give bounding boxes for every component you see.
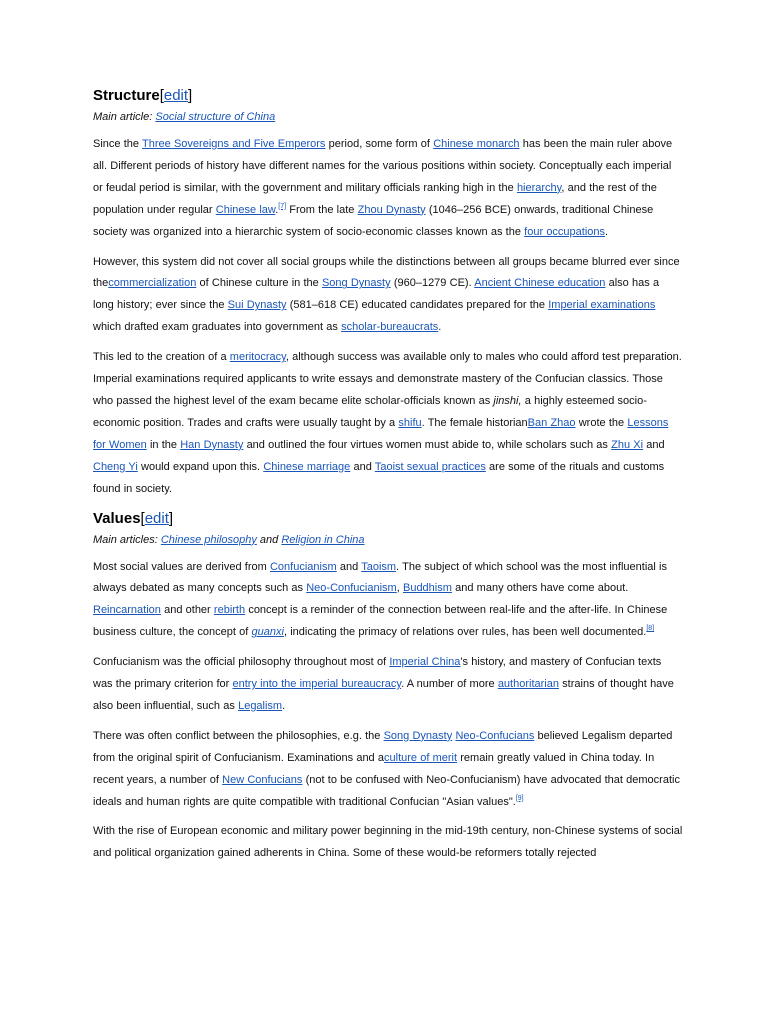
article-body (93, 84, 683, 873)
social-structure-link[interactable]: Social structure of China (155, 111, 276, 123)
religion-in-china-link[interactable]: Religion in China (281, 533, 365, 546)
ancient-chinese-education-link[interactable]: Ancient Chinese education (474, 277, 606, 290)
citation-9-link[interactable]: [9] (515, 794, 524, 802)
buddhism-link[interactable]: Buddhism (402, 582, 452, 595)
lessons-for-women-link[interactable]: Lessons for Women (93, 416, 669, 451)
sui-dynasty-link[interactable]: Sui Dynasty (227, 299, 287, 312)
citation-7-link[interactable]: [7] (278, 202, 287, 210)
structure-paragraph-3: This led to the creation of a meritocracy, although success was available only to males who could afford test preparation. Imperial examinations required applicants to write essays and demonstrate mastery of the Confucian classics. Those who passed the highest level of the exam became elite scholar-officials known as jinshi, a highly esteemed socio-economic position. Trades and crafts were usually taught by a shifu. The female historianBan Zhao wrote the Lessons for Women in the Han Dynasty and outlined the four virtues women must abide to, while scholars such as Zhu Xi and Cheng Yi would expand upon this. Chinese marriage and Taoist sexual practices are some of the rituals and customs found in society. (93, 351, 682, 495)
song-dynasty-link-2[interactable]: Song Dynasty (383, 729, 453, 742)
chinese-marriage-link[interactable]: Chinese marriage (263, 460, 351, 473)
values-paragraph-3: There was often conflict between the philosophies, e.g. the Song Dynasty Neo-Confucians believed Legalism departed from the original spirit of Confucianism. Examinations and aculture of merit remain greatly valued in China today. In recent years, a number of New Confucians (not to be confused with Neo-Confucianism) have advocated that democratic ideals and human rights are quite compatible with traditional Confucian "Asian values".[9] (93, 729, 680, 808)
zhou-dynasty-link[interactable]: Zhou Dynasty (357, 203, 426, 216)
values-paragraph-2: Confucianism was the official philosophy throughout most of Imperial China's history, and mastery of Confucian texts was the primary criterion for entry into the imperial bureaucracy. A number of more authoritarian strains of thought have also been influential, such as Legalism. (93, 656, 674, 712)
scholar-bureaucrats-link[interactable]: scholar-bureaucrats (341, 321, 439, 334)
song-dynasty-link[interactable]: Song Dynasty (321, 277, 391, 290)
values-main-articles: Main articles: Chinese philosophy and Religion in China (93, 533, 365, 546)
values-paragraph-1: Most social values are derived from Confucianism and Taoism. The subject of which school was the most influential is always debated as many concepts such as Neo-Confucianism, Buddhism and many others have come about. Reincarnation and other rebirth concept is a reminder of the connection between real-life and the after-life. In Chinese business culture, the concept of guanxi, indicating the primacy of relations over rules, has been well documented.[8] (93, 560, 668, 639)
shifu-link[interactable]: shifu (398, 416, 422, 429)
imperial-examinations-link[interactable]: Imperial examinations (548, 299, 656, 312)
hierarchy-link[interactable]: hierarchy (516, 181, 562, 194)
neo-confucians-link[interactable]: Neo-Confucians (455, 729, 535, 742)
commercialization-link[interactable]: commercialization (108, 277, 197, 290)
citation-8-link[interactable]: [8] (646, 625, 655, 633)
values-paragraph-4: With the rise of European economic and military power beginning in the mid-19th century, non-Chinese systems of social and political organization gained adherents in China. Some of these would-be reformers totally rejected (93, 825, 683, 860)
culture-of-merit-link[interactable]: culture of merit (384, 751, 458, 764)
ban-zhao-link[interactable]: Ban Zhao (527, 416, 576, 429)
values-heading: Values[edit] (93, 509, 174, 527)
cheng-yi-link[interactable]: Cheng Yi (93, 460, 138, 473)
rebirth-link[interactable]: rebirth (213, 604, 246, 617)
new-confucians-link[interactable]: New Confucians (222, 773, 303, 786)
neo-confucianism-link[interactable]: Neo-Confucianism (306, 582, 397, 595)
confucianism-link[interactable]: Confucianism (269, 560, 337, 573)
imperial-bureaucracy-link[interactable]: entry into the imperial bureaucracy (232, 678, 402, 691)
three-sovereigns-link[interactable]: Three Sovereigns and Five Emperors (142, 138, 326, 150)
four-occupations-link[interactable]: four occupations (524, 225, 606, 238)
structure-paragraph-2: However, this system did not cover all social groups while the distinctions between all groups became blurred ever since thecommercialization of Chinese culture in the Song Dynasty (960–1279 CE). Ancient Chinese education also has a long history; ever since the Sui Dynasty (581–618 CE) educated candidates prepared for the Imperial examinations which drafted exam graduates into government as scholar-bureaucrats. (93, 255, 680, 334)
chinese-philosophy-link[interactable]: Chinese philosophy (160, 533, 257, 546)
structure-main-article: Main article: Social structure of China (93, 111, 276, 123)
structure-edit-link[interactable]: edit (163, 87, 189, 104)
guanxi-link[interactable]: guanxi (251, 626, 284, 639)
authoritarian-link[interactable]: authoritarian (497, 678, 559, 691)
legalism-link[interactable]: Legalism (238, 699, 283, 712)
values-edit-link[interactable]: edit (144, 509, 169, 527)
taoist-sexual-practices-link[interactable]: Taoist sexual practices (374, 460, 486, 473)
zhu-xi-link[interactable]: Zhu Xi (611, 438, 644, 451)
chinese-law-link[interactable]: Chinese law (215, 203, 276, 216)
meritocracy-link[interactable]: meritocracy (229, 351, 286, 364)
reincarnation-link[interactable]: Reincarnation (93, 604, 161, 617)
structure-paragraph-1: Since the Three Sovereigns and Five Emperors period, some form of Chinese monarch has been the main ruler above all. Different periods of history have different names for the various positions within society. Conceptually each imperial or feudal period is similar, with the government and military officials ranking high in the hierarchy, and the rest of the population under regular Chinese law.[7] From the late Zhou Dynasty (1046–256 BCE) onwards, traditional Chinese society was organized into a hierarchic system of socio-economic classes known as the four occupations. (93, 138, 673, 238)
structure-heading: Structure[edit] (93, 87, 193, 104)
taoism-link[interactable]: Taoism (361, 560, 397, 573)
chinese-monarch-link[interactable]: Chinese monarch (433, 138, 520, 150)
han-dynasty-link[interactable]: Han Dynasty (180, 438, 244, 451)
imperial-china-link[interactable]: Imperial China (389, 656, 461, 669)
